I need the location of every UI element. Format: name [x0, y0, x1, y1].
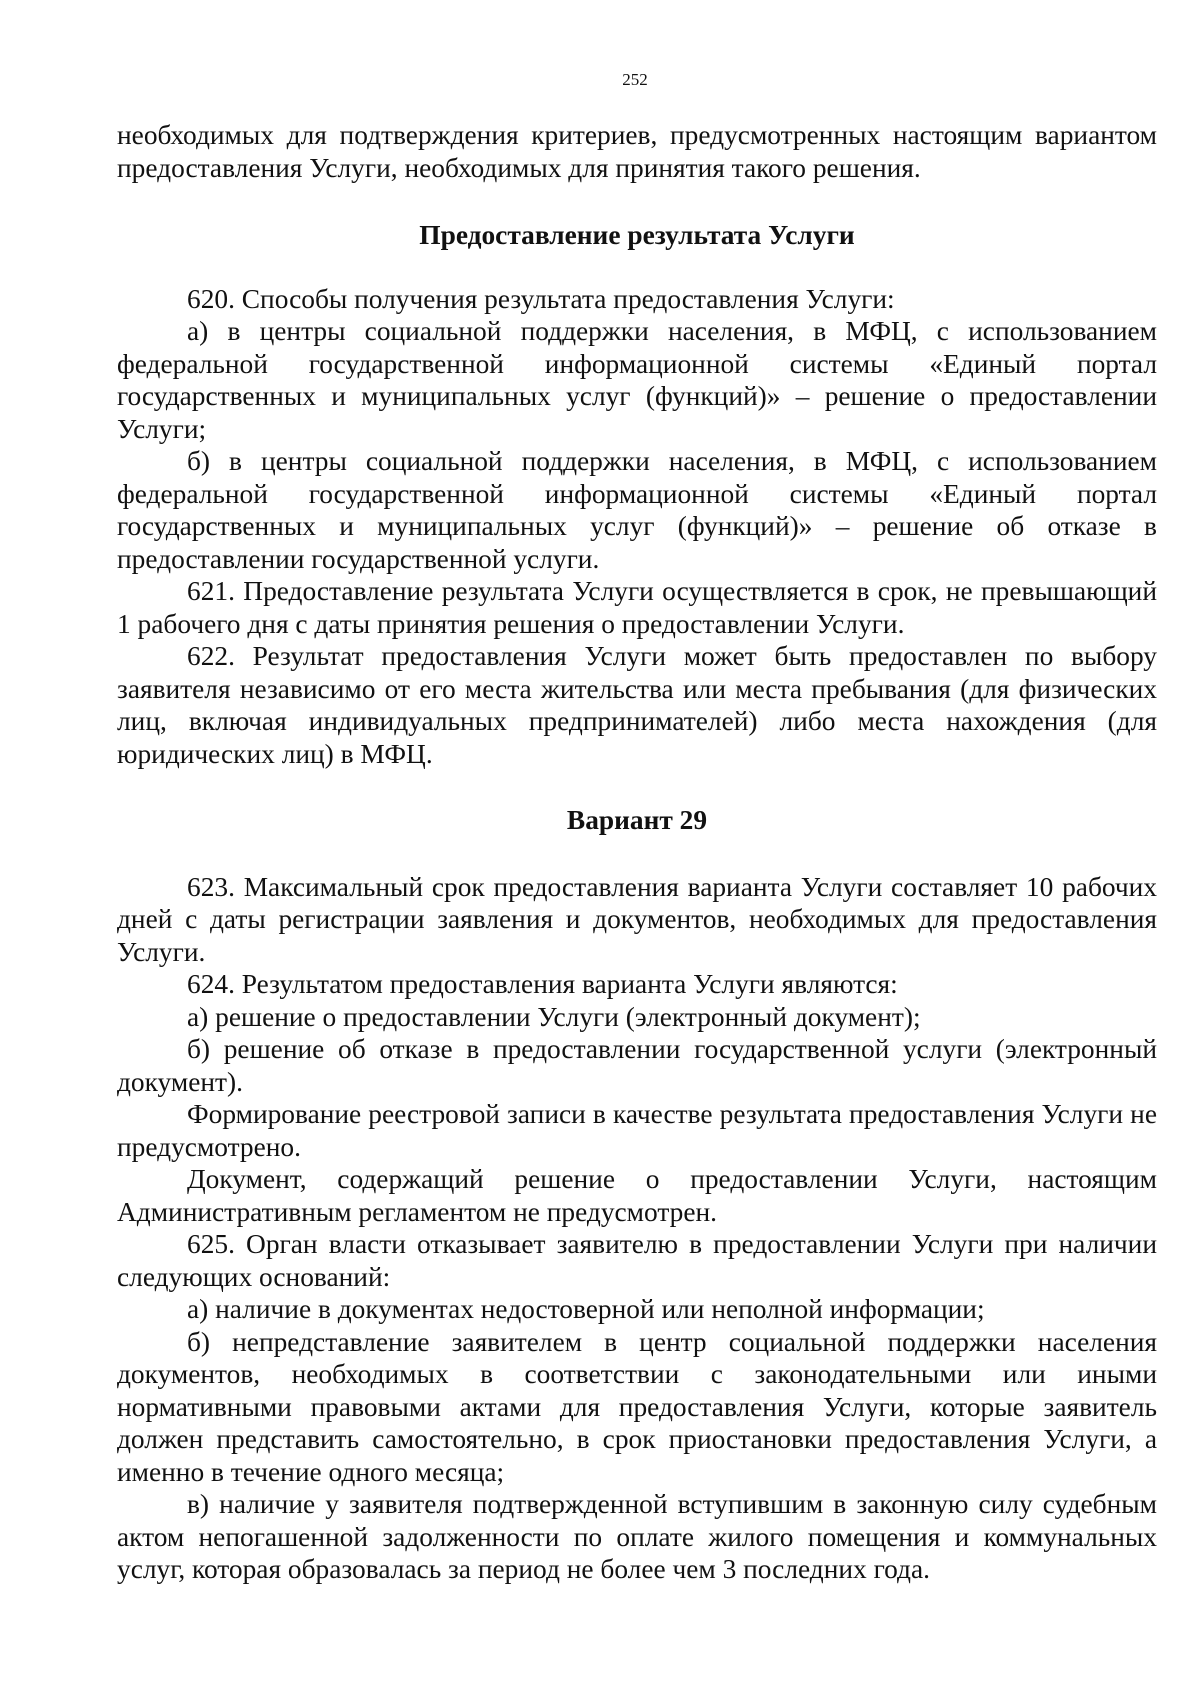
- paragraph-625-c: в) наличие у заявителя подтвержденной вступившим в законную силу судебным актом непогашенной задолженности по оплате жилого помещения и коммунальных услуг, которая образовалась за период не более чем 3 последних года.: [117, 1489, 1157, 1584]
- paragraph-620: 620. Способы получения результата предоставления Услуги:: [187, 283, 895, 314]
- paragraph-624: 624. Результатом предоставления варианта Услуги являются:: [187, 969, 898, 999]
- section-heading-result: Предоставление результата Услуги: [419, 220, 855, 250]
- paragraph-625-a: а) наличие в документах недостоверной или неполной информации;: [187, 1294, 985, 1324]
- paragraph-622: 622. Результат предоставления Услуги может быть предоставлен по выбору заявителя независимо от его места жительства или места пребывания (для физических лиц, включая индивидуальных предпринимателей) либо места нахождения (для юридических лиц) в МФЦ.: [117, 641, 1157, 769]
- paragraph-623: 623. Максимальный срок предоставления варианта Услуги составляет 10 рабочих дней с даты регистрации заявления и документов, необходимых для предоставления Услуги.: [117, 871, 1157, 967]
- paragraph-624-b: б) решение об отказе в предоставлении государственной услуги (электронный документ).: [117, 1034, 1157, 1097]
- paragraph-625: 625. Орган власти отказывает заявителю в предоставлении Услуги при наличии следующих оснований:: [117, 1229, 1157, 1292]
- paragraph-decision-document: Документ, содержащий решение о предоставлении Услуги, настоящим Административным регламентом не предусмотрен.: [117, 1164, 1157, 1227]
- document-body: [117, 119, 1157, 1586]
- section-heading-variant: Вариант 29: [566, 805, 708, 835]
- paragraph-625-b: б) непредставление заявителем в центр социальной поддержки населения документов, необходимых в соответствии с законодательными или иными нормативными правовыми актами для предоставления Услуги, которые заявитель должен представить самостоятельно, в срок приостановки предоставления Услуги, а именно в течение одного месяца;: [117, 1326, 1157, 1487]
- paragraph-620-a: а) в центры социальной поддержки населения, в МФЦ, с использованием федеральной государственной информационной системы «Единый портал государственных и муниципальных услуг (функций)» – решение о предоставлении Услуги;: [117, 316, 1157, 444]
- paragraph-624-a: а) решение о предоставлении Услуги (электронный документ);: [187, 1001, 921, 1032]
- page-number: 252: [622, 70, 648, 89]
- paragraph-620-b: б) в центры социальной поддержки населения, в МФЦ, с использованием федеральной государственной информационной системы «Единый портал государственных и муниципальных услуг (функций)» – решение об отказе в предоставлении государственной услуги.: [117, 446, 1157, 574]
- paragraph-621: 621. Предоставление результата Услуги осуществляется в срок, не превышающий 1 рабочего дня с даты принятия решения о предоставлении Услуги.: [117, 576, 1157, 639]
- paragraph-registry-record: Формирование реестровой записи в качестве результата предоставления Услуги не предусмотрено.: [117, 1099, 1157, 1162]
- continuation-paragraph: необходимых для подтверждения критериев, предусмотренных настоящим вариантом предоставления Услуги, необходимых для принятия такого решения.: [117, 120, 1157, 183]
